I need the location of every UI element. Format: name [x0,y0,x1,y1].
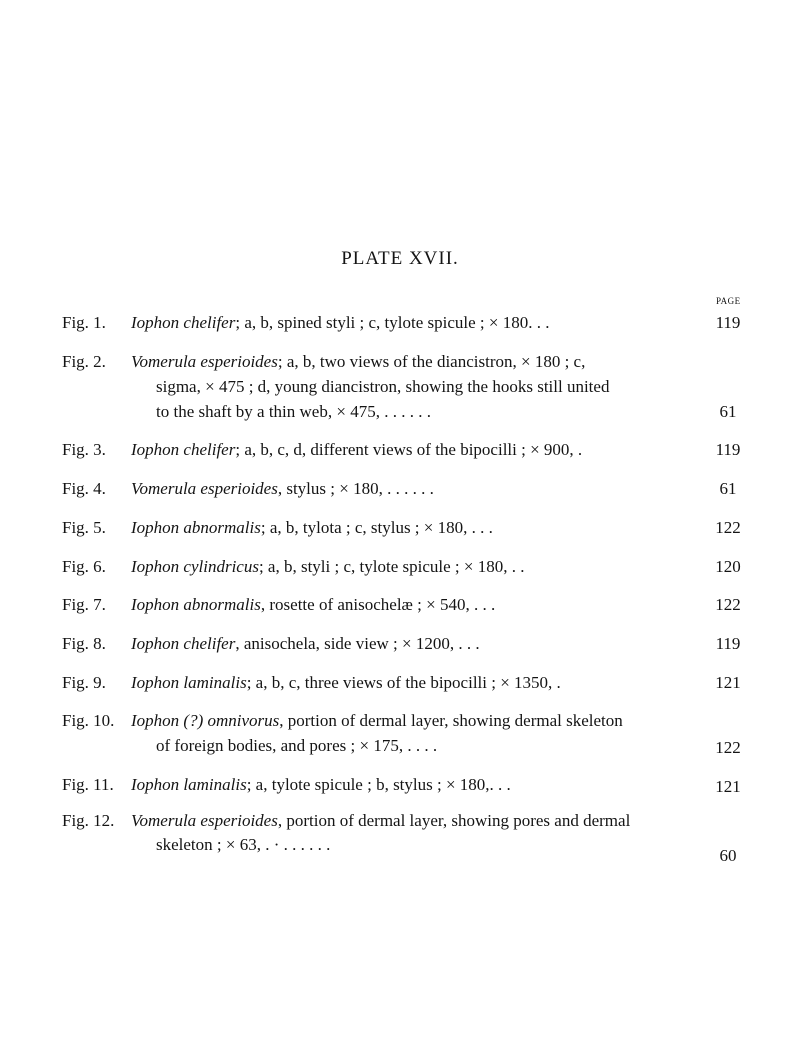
figure-label: Fig. 1. [62,313,106,332]
figure-label: Fig. 4. [62,479,106,498]
caption-line [131,313,549,333]
caption-text: ; a, b, spined styli ; c, tylote spicule ; × 180. . . [235,313,550,332]
caption-line [131,595,495,615]
caption-line: to the shaft by a thin web, × 475, . . . . . . [156,402,431,421]
page-number: 119 [715,440,741,459]
page-number: 121 [715,777,741,796]
caption-text: ; a, b, c, d, different views of the bipocilli ; × 900, . [235,440,583,459]
species-name: Iophon cylindricus [131,557,259,576]
species-name: Iophon chelifer [131,440,236,459]
caption-text: ; a, b, tylota ; c, stylus ; × 180, . . . [260,518,493,537]
caption-text: ; a, b, c, three views of the bipocilli ; × 1350, . [246,673,561,692]
figure-label: Fig. 6. [62,557,106,576]
caption-line [131,673,561,693]
figure-label: Fig. 8. [62,634,106,653]
caption-line: skeleton ; × 63, . · . . . . . . [156,835,331,854]
figure-label: Fig. 3. [62,440,106,459]
species-name: Iophon abnormalis [131,518,261,537]
caption-text: , anisochela, side view ; × 1200, . . . [235,634,480,653]
caption-line [131,557,524,577]
species-name: Vomerula esperioides [131,811,278,830]
figure-label: Fig. 2. [62,352,106,371]
caption-text: , portion of dermal layer, showing dermal skeleton [279,711,623,730]
caption-line: of foreign bodies, and pores ; × 175, . . . . [156,736,438,755]
caption-line [131,479,434,499]
caption-line [131,711,623,731]
figure-label: Fig. 5. [62,518,106,537]
species-name: Iophon abnormalis [131,595,261,614]
page-number: 122 [715,518,741,537]
species-name: Iophon chelifer [131,634,236,653]
figure-label: Fig. 10. [62,711,115,730]
figure-label: Fig. 9. [62,673,106,692]
caption-line [131,518,493,538]
caption-text: ; a, tylote spicule ; b, stylus ; × 180,. . . [246,775,511,794]
page-number: 119 [715,313,741,332]
page-number: 122 [715,738,741,757]
species-name: Iophon laminalis [131,673,247,692]
caption-text: , portion of dermal layer, showing pores and dermal [277,811,631,830]
caption-text: , rosette of anisochelæ ; × 540, . . . [260,595,496,614]
plate-title: PLATE XVII. [341,248,459,269]
page-number: 121 [715,673,741,692]
caption-line [131,352,585,372]
species-name: Iophon chelifer [131,313,236,332]
page-number: 61 [719,402,737,421]
caption-line: sigma, × 475 ; d, young diancistron, showing the hooks still united [156,377,610,396]
species-name: Iophon (?) omnivorus [131,711,280,730]
page-number: 120 [715,557,741,576]
figure-label: Fig. 11. [62,775,114,794]
species-name: Vomerula esperioides [131,479,278,498]
species-name: Vomerula esperioides [131,352,278,371]
caption-line [131,811,630,831]
page-number: 61 [719,479,737,498]
caption-line [131,775,511,795]
species-name: Iophon laminalis [131,775,247,794]
page-number: 119 [715,634,741,653]
caption-line [131,440,582,460]
caption-text: ; a, b, two views of the diancistron, × 180 ; c, [277,352,586,371]
caption-text: , stylus ; × 180, . . . . . . [277,479,434,498]
caption-text: ; a, b, styli ; c, tylote spicule ; × 180, . . [258,557,525,576]
figure-label: Fig. 7. [62,595,106,614]
caption-line [131,634,480,654]
page-number: 60 [719,846,737,865]
page-number: 122 [715,595,741,614]
figure-label: Fig. 12. [62,811,115,830]
page-column-header: PAGE [716,296,741,306]
